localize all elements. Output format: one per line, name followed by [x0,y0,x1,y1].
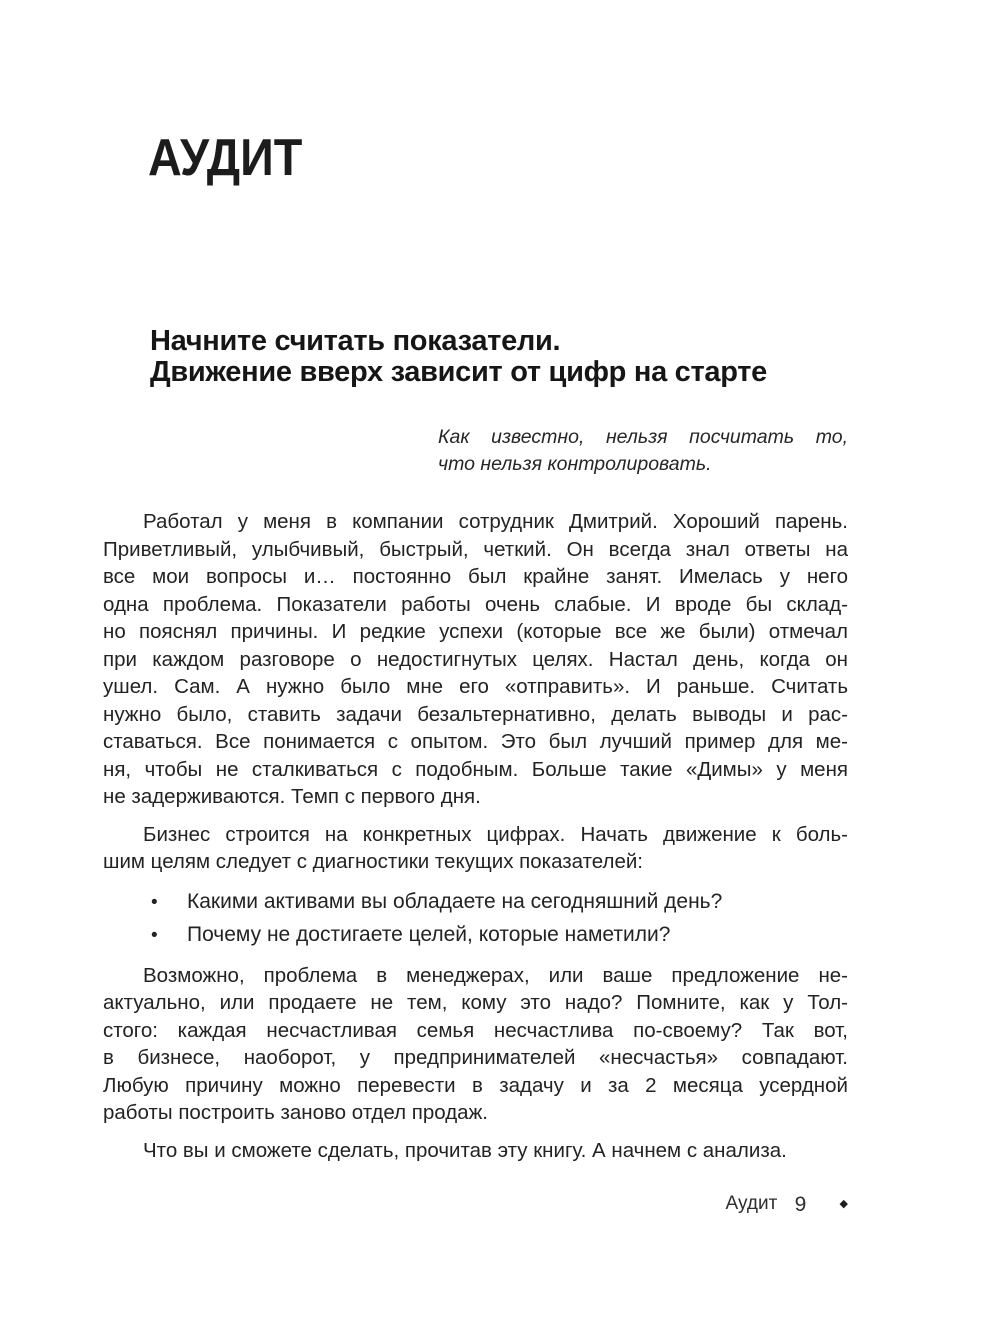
page-footer [103,1191,848,1215]
paragraph-line: работы построить заново отдел продаж. [103,1101,488,1124]
section-heading-line-1: Начните считать показатели. [150,325,561,357]
paragraph-line: Работал у меня в компании сотрудник Дмитрий. Хороший парень. [143,510,848,533]
paragraph-line: Приветливый, улыбчивый, быстрый, четкий. Он всегда знал ответы на [103,537,848,561]
paragraph-line: в бизнесе, наоборот, у предпринимателей «несчастья» совпадают. [103,1046,848,1069]
footer-section-label: Аудит [725,1193,778,1214]
page-number: 9 [794,1193,807,1216]
epigraph [438,424,848,478]
section-heading [150,326,767,388]
bullet-list [103,886,848,952]
epigraph-line-1: Как известно, нельзя посчитать то, [438,426,848,448]
bullet-icon: • [151,924,158,946]
bullet-text: Какими активами вы обладаете на сегодняшний день? [187,889,723,913]
diamond-icon: ◆ [839,1198,848,1210]
paragraph-line: при каждом разговоре о недостигнутых целях. Настал день, когда он [103,647,848,671]
list-item [103,919,848,952]
paragraph-line: актуально, или продаете не тем, кому это надо? Помните, как у Тол- [103,991,848,1014]
paragraph-line: но пояснял причины. И редкие успехи (которые все же были) отмечал [103,620,848,643]
chapter-title: АУДИТ [148,129,303,187]
paragraph-line: Бизнес строится на конкретных цифрах. Начать движение к боль- [143,822,848,846]
bullet-text: Почему не достигаете целей, которые наметили? [187,922,671,946]
paragraph [103,821,848,876]
paragraph-line: Возможно, проблема в менеджерах, или ваше предложение не- [143,963,848,987]
paragraph-line: Что вы и сможете сделать, прочитав эту книгу. А начнем с анализа. [143,1138,787,1162]
paragraph-line: все мои вопросы и… постоянно был крайне занят. Имелась у него [103,565,848,588]
paragraph [103,962,848,1127]
bullet-icon: • [151,891,158,913]
epigraph-line-2: что нельзя контролировать. [438,453,712,475]
list-item [103,886,848,919]
section-heading-line-2: Движение вверх зависит от цифр на старте [150,356,767,388]
paragraph-line: ушел. Сам. А нужно было мне его «отправить». И раньше. Считать [103,675,848,698]
paragraph-line: одна проблема. Показатели работы очень слабые. И вроде бы склад- [103,592,848,616]
paragraph-line: ставаться. Все понимается с опытом. Это был лучший пример для ме- [103,730,848,753]
body-text [103,508,848,1164]
paragraph-line: ня, чтобы не сталкиваться с подобным. Больше такие «Димы» у меня [103,757,848,781]
paragraph [103,1137,848,1165]
paragraph-line: нужно было, ставить задачи безальтернативно, делать выводы и рас- [103,702,848,726]
paragraph-line: шим целям следует с диагностики текущих показателей: [103,850,643,873]
page-content [103,424,848,1174]
paragraph [103,508,848,811]
paragraph-line: Любую причину можно перевести в задачу и за 2 месяца усердной [103,1073,848,1097]
paragraph-line: стого: каждая несчастливая семья несчастлива по-своему? Так вот, [103,1018,848,1042]
paragraph-line: не задерживаются. Темп с первого дня. [103,785,481,808]
